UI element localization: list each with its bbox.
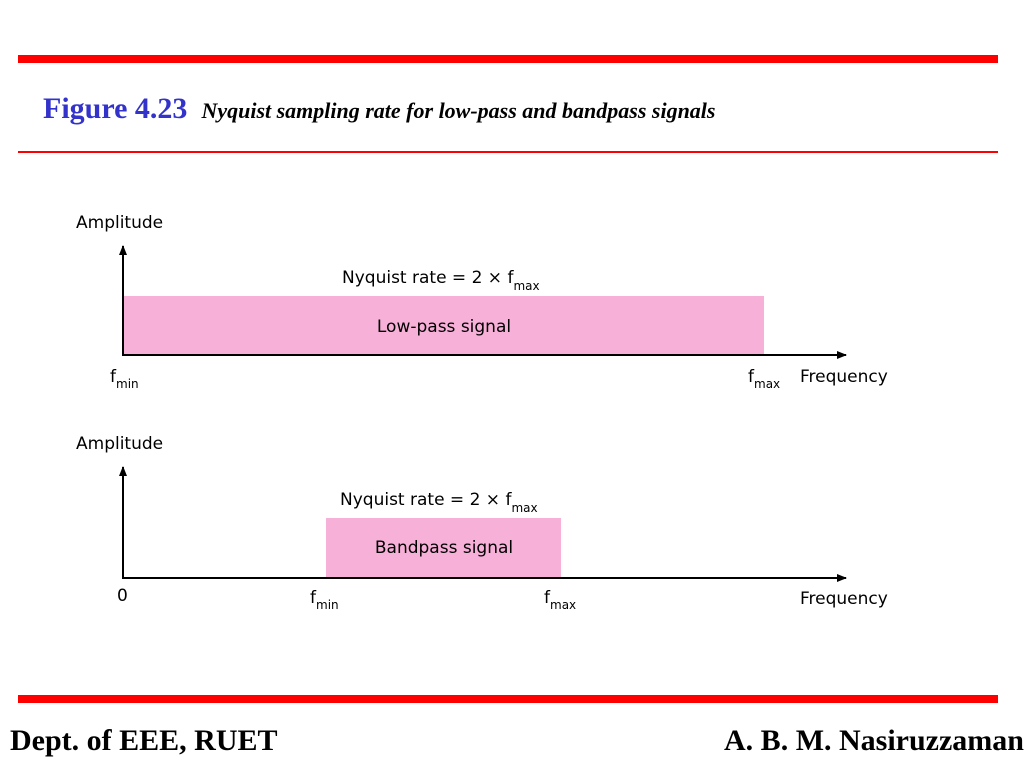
footer-department: Dept. of EEE, RUET — [10, 724, 278, 757]
figure-caption: Nyquist sampling rate for low-pass and bandpass signals — [201, 98, 716, 123]
bandpass-panel — [76, 434, 888, 612]
bandpass-nyquist-rate-label: Nyquist rate = $2 \times f_{max}$ — [340, 490, 538, 515]
bandpass-frequency-label: Frequency — [800, 589, 888, 609]
lowpass-fmin-label: $f_{min}$ — [110, 367, 139, 391]
bandpass-fmax-label: $f_{max}$ — [544, 588, 577, 612]
bandpass-amplitude-label: Amplitude — [76, 434, 164, 454]
bandpass-origin-label: 0 — [117, 586, 128, 606]
footer-author: A. B. M. Nasiruzzaman — [724, 724, 1024, 757]
bandpass-signal-label: Bandpass signal — [374, 538, 514, 558]
lowpass-fmax-label: $f_{max}$ — [748, 367, 781, 391]
lowpass-signal-label: Low-pass signal — [376, 317, 512, 337]
bottom-red-rule — [18, 695, 998, 703]
figure-number: Figure 4.23 — [43, 92, 188, 125]
lowpass-nyquist-rate-label: Nyquist rate = $2 \times f_{max}$ — [342, 268, 540, 293]
lowpass-frequency-label: Frequency — [800, 367, 888, 387]
lowpass-amplitude-label: Amplitude — [76, 213, 164, 233]
bandpass-fmin-label: $f_{min}$ — [310, 588, 339, 612]
lowpass-panel — [76, 213, 888, 391]
